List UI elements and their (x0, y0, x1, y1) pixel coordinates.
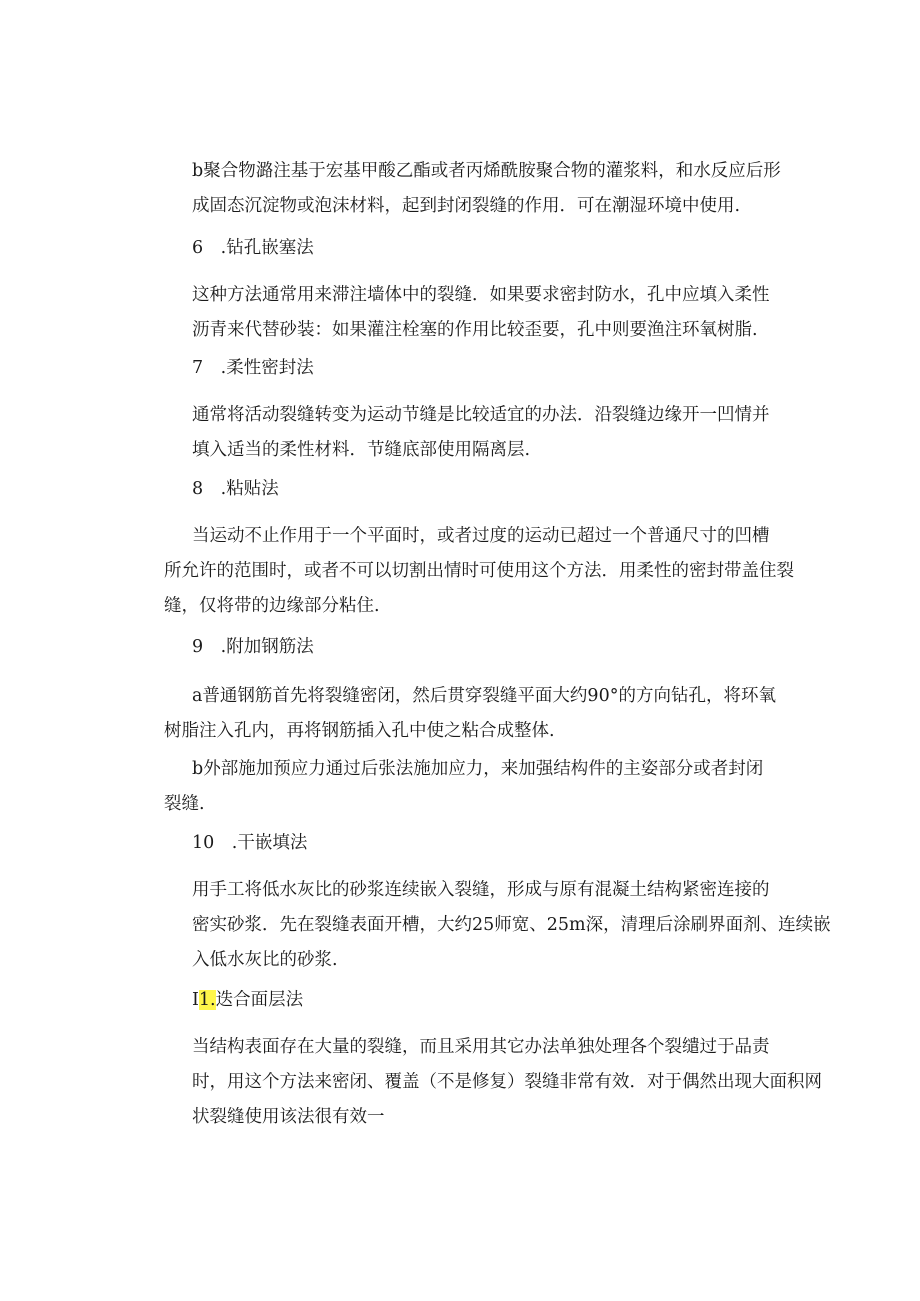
text-line: 沥青来代替砂装：如果灌注栓塞的作用比较歪要，孔中则要渔注环氧树脂. (192, 320, 758, 340)
section-heading-9: 9 .附加钢筋法 (192, 637, 314, 657)
text-line: 密实砂浆．先在裂缝表面开槽，大约25师宽、25m深，清理后涂刷界面剂、连续嵌 (192, 915, 831, 935)
paragraph-flexible-seal (192, 398, 772, 468)
text-line: 缝，仅将带的边缘部分粘住. (164, 596, 380, 616)
text-line: 填入适当的柔性材料．节缝底部使用隔离层. (192, 440, 531, 460)
text-line: a普通钢筋首先将裂缝密闭，然后贯穿裂缝平面大约90°的方向钻孔，将环氧 (192, 686, 776, 706)
section-heading-8: 8 .粘贴法 (192, 479, 279, 499)
paragraph-overlay (192, 1030, 822, 1135)
paragraph-polymer-grouting (192, 154, 781, 224)
section-heading-7: 7 .柔性密封法 (192, 358, 314, 378)
paragraph-rebar-b (164, 752, 772, 822)
text-line: b外部施加预应力通过后张法施加应力，来加强结构件的主姿部分或者封闭 (192, 759, 764, 779)
text-line: 通常将活动裂缝转变为运动节缝是比较适宜的办法．沿裂缝边缘开一凹情并 (192, 405, 770, 425)
text-line: 用手工将低水灰比的砂浆连续嵌入裂缝，形成与原有混凝土结构紧密连接的 (192, 880, 770, 900)
paragraph-adhesive (164, 519, 794, 624)
highlighted-number: 1. (198, 990, 216, 1010)
heading-prefix: I (192, 990, 199, 1010)
text-line: 入低水灰比的砂浆. (192, 950, 338, 970)
text-line: 所允许的范围时，或者不可以切割出情时可使用这个方法．用柔性的密封带盖住裂 (164, 561, 794, 581)
section-heading-11 (192, 988, 303, 1012)
paragraph-rebar-a (164, 679, 776, 749)
section-heading-6: 6 .钻孔嵌塞法 (192, 238, 314, 258)
section-heading-10: 10 .干嵌填法 (192, 833, 308, 853)
text-line: 成固态沉淀物或泡沫材料，起到封闭裂缝的作用．可在潮湿环境中使用. (192, 196, 741, 216)
text-line: 这种方法通常用来滞注墙体中的裂缝．如果要求密封防水，孔中应填入柔性 (192, 285, 770, 305)
text-line: 当运动不止作用于一个平面时，或者过度的运动已超过一个普通尺寸的凹槽 (192, 526, 770, 546)
paragraph-dry-pack (192, 873, 831, 978)
text-line: b聚合物潞注基于宏基甲酸乙酯或者丙烯酰胺聚合物的灌浆料，和水反应后形 (192, 161, 781, 181)
text-line: 状裂缝使用该法很有效一 (192, 1107, 385, 1127)
text-line: 时，用这个方法来密闭、覆盖（不是修复）裂缝非常有效．对于偶然出现大面积网 (192, 1072, 822, 1092)
text-line: 当结构表面存在大量的裂缝，而且采用其它办法单独处理各个裂缱过于品责 (192, 1037, 770, 1057)
text-line: 裂缝. (164, 794, 205, 814)
paragraph-drill-plug (192, 278, 772, 348)
text-line: 树脂注入孔内，再将钢筋插入孔中使之粘合成整体. (164, 721, 555, 741)
heading-title: 迭合面层法 (215, 990, 304, 1010)
